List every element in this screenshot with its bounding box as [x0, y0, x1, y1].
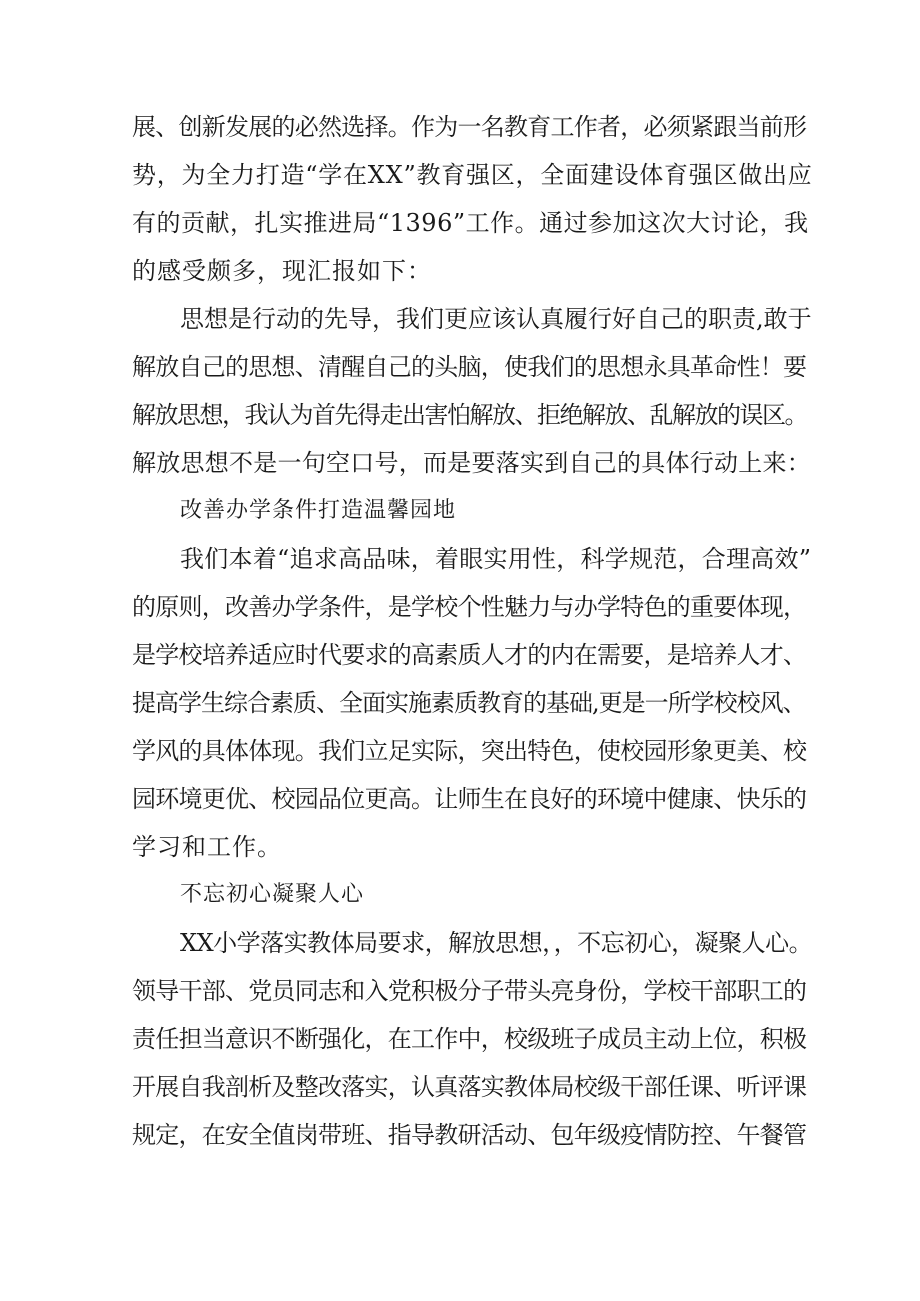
text-line: 学习和工作。 — [132, 833, 282, 861]
text-line: 是学校培养适应时代要求的高素质人才的内在需要，是培养人才、 — [132, 641, 807, 669]
text-line: 领导干部、党员同志和入党积极分子带头亮身份，学校干部职工的 — [132, 977, 807, 1005]
text-line: 势，为全力打造“学在XX”教育强区，全面建设体育强区做出应 — [132, 161, 813, 189]
paragraph-start-line: 思想是行动的先导，我们更应该认真履行好自己的职责,敢于 — [180, 305, 812, 333]
text-line: 提高学生综合素质、全面实施素质教育的基础,更是一所学校校风、 — [132, 689, 806, 717]
text-line: 展、创新发展的必然选择。作为一名教育工作者，必须紧跟当前形 — [132, 113, 807, 141]
text-line: 的感受颇多，现汇报如下： — [132, 257, 432, 285]
section-heading: 不忘初心凝聚人心 — [180, 882, 365, 907]
document-body — [132, 103, 812, 1159]
text-line: 规定，在安全值岗带班、指导教研活动、包年级疫情防控、午餐管 — [132, 1121, 807, 1149]
text-line: 的原则，改善办学条件，是学校个性魅力与办学特色的重要体现， — [132, 593, 807, 621]
text-line: 园环境更优、校园品位更高。让师生在良好的环境中健康、快乐的 — [132, 785, 807, 813]
text-line: 责任担当意识不断强化，在工作中，校级班子成员主动上位，积极 — [132, 1025, 807, 1053]
text-line: 开展自我剖析及整改落实，认真落实教体局校级干部任课、听评课 — [132, 1073, 807, 1101]
text-line: 学风的具体体现。我们立足实际，突出特色，使校园形象更美、校 — [132, 737, 807, 765]
text-line: 解放思想不是一句空口号，而是要落实到自己的具体行动上来： — [132, 449, 811, 477]
paragraph-start-line: 我们本着“追求高品味，着眼实用性，科学规范，合理高效” — [180, 545, 812, 573]
text-line: 有的贡献，扎实推进局“1396”工作。通过参加这次大讨论，我 — [132, 209, 809, 237]
section-heading: 改善办学条件打造温馨园地 — [180, 498, 457, 523]
text-line: 解放自己的思想、清醒自己的头脑，使我们的思想永具革命性！要 — [132, 353, 807, 381]
text-line: 解放思想，我认为首先得走出害怕解放、拒绝解放、乱解放的误区。 — [132, 401, 807, 429]
paragraph-start-line: XX小学落实教体局要求，解放思想，，不忘初心，凝聚人心。 — [180, 929, 813, 957]
